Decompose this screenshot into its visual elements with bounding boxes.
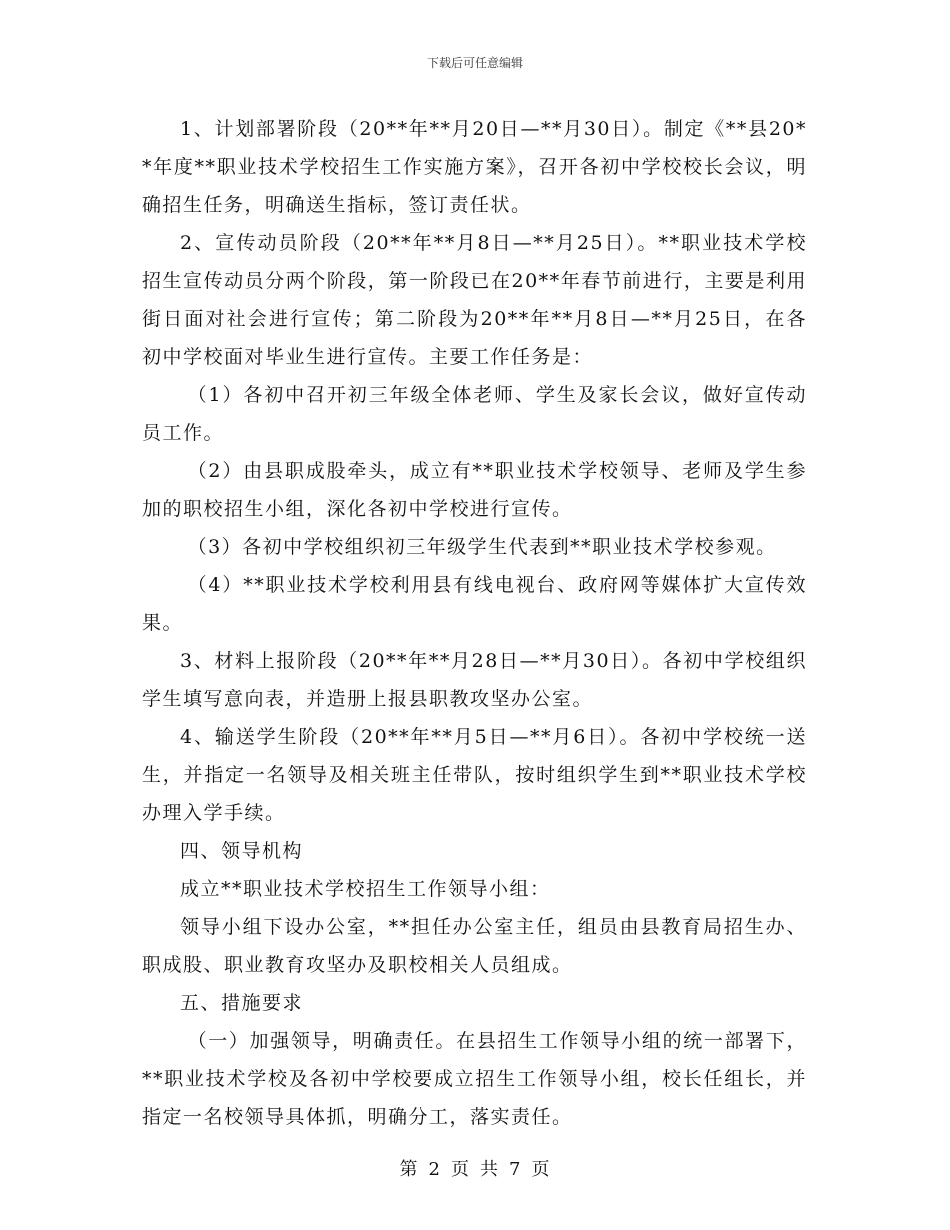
paragraph-delivery-stage: 4、输送学生阶段（20**年**月5日—**月6日）。各初中学校统一送生，并指定一名领导及相关班主任带队，按时组织学生到**职业技术学校办理入学手续。: [142, 726, 807, 824]
footer-total-pages: 7: [509, 1159, 522, 1180]
page-footer: [0, 1155, 950, 1181]
footer-total-label: 共: [480, 1159, 499, 1180]
paragraph-publicity-stage: 2、宣传动员阶段（20**年**月8日—**月25日）。**职业技术学校招生宣传动员分两个阶段，第一阶段已在20**年春节前进行，主要是利用街日面对社会进行宣传；第二阶段为20**年**月8日—**月25日，在各初中学校面对毕业生进行宣传。主要工作任务是：: [142, 232, 807, 368]
paragraph-plan-stage: 1、计划部署阶段（20**年**月20日—**月30日）。制定《**县20**年度**职业技术学校招生工作实施方案》，召开各初中学校校长会议，明确招生任务，明确送生指标，签订责任状。: [142, 118, 807, 216]
document-body: [142, 110, 807, 1136]
paragraph-materials-stage: 3、材料上报阶段（20**年**月28日—**月30日）。各初中学校组织学生填写意向表，并造册上报县职教攻坚办公室。: [142, 650, 807, 710]
footer-suffix: 页: [531, 1159, 551, 1180]
paragraph-task-2: （2）由县职成股牵头，成立有**职业技术学校领导、老师及学生参加的职校招生小组，深化各初中学校进行宣传。: [142, 460, 807, 520]
section-heading-measures: 五、措施要求: [180, 992, 304, 1014]
paragraph-task-1: （1）各初中召开初三年级全体老师、学生及家长会议，做好宣传动员工作。: [142, 384, 807, 444]
footer-current-page: 2: [428, 1159, 441, 1180]
paragraph-task-3: （3）各初中学校组织初三年级学生代表到**职业技术学校参观。: [187, 536, 777, 558]
paragraph-task-4: （4）**职业技术学校利用县有线电视台、政府网等媒体扩大宣传效果。: [142, 574, 807, 634]
page-header-note: 下载后可任意编辑: [426, 56, 523, 70]
section-heading-leadership: 四、领导机构: [180, 840, 304, 862]
paragraph-leadership-group: 成立**职业技术学校招生工作领导小组：: [180, 878, 551, 900]
footer-prefix: 第: [399, 1159, 419, 1180]
paragraph-office: 领导小组下设办公室，**担任办公室主任，组员由县教育局招生办、职成股、职业教育攻坚办及职校相关人员组成。: [142, 916, 807, 976]
footer-page-label: 页: [451, 1159, 470, 1180]
paragraph-measure-1: （一）加强领导，明确责任。在县招生工作领导小组的统一部署下，**职业技术学校及各初中学校要成立招生工作领导小组，校长任组长，并指定一名校领导具体抓，明确分工，落实责任。: [142, 1030, 807, 1128]
